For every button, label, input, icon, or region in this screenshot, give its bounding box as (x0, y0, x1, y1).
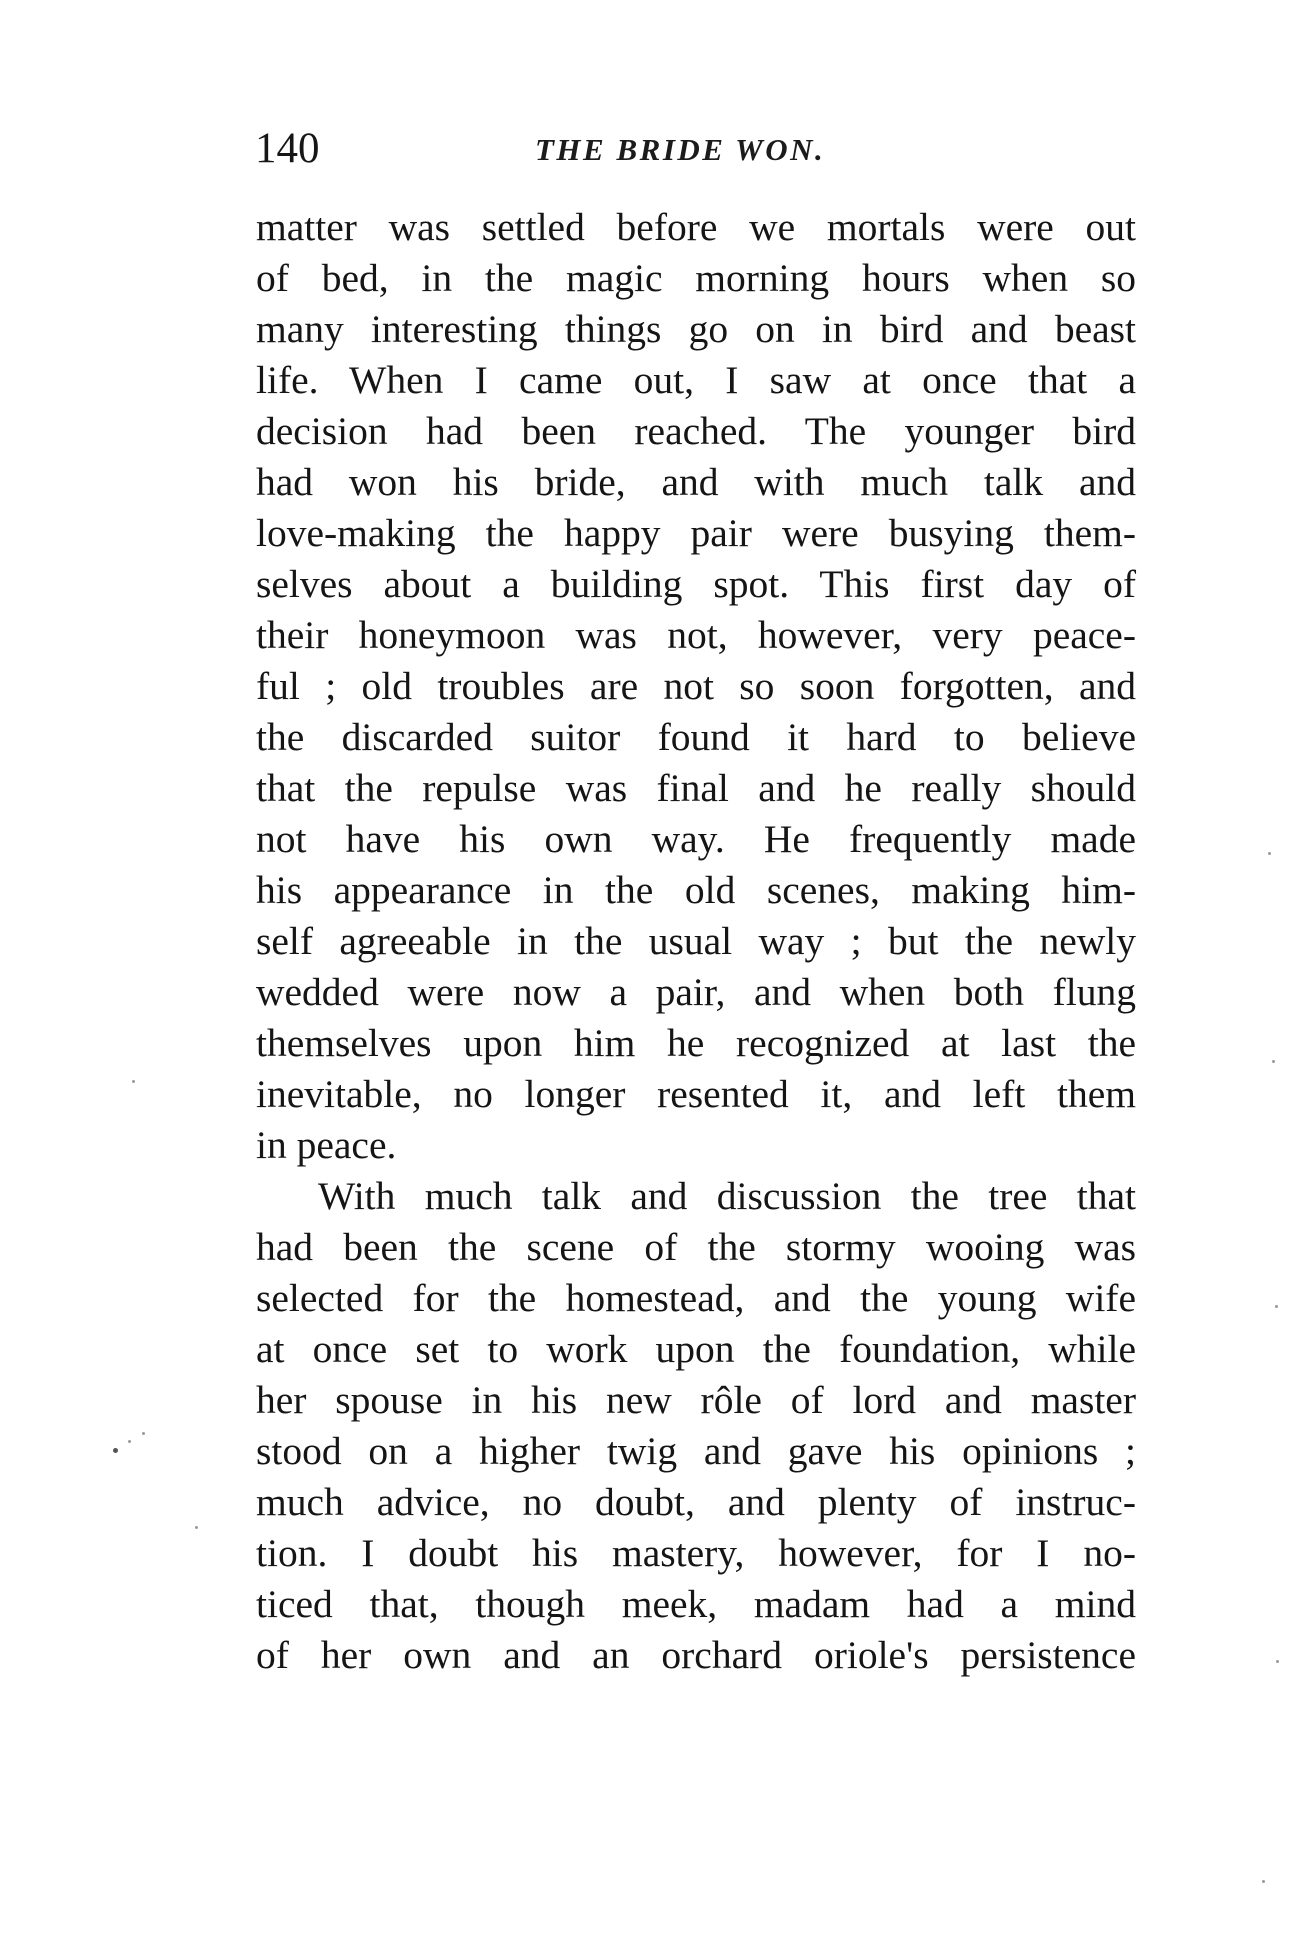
text-line: ful ; old troubles are not so soon forgotten, and (256, 664, 1136, 708)
paragraph-1 (256, 202, 1136, 1171)
page-number: 140 (255, 125, 320, 172)
text-line: of her own and an orchard oriole's persistence (256, 1633, 1136, 1677)
text-line: matter was settled before we mortals were out (256, 205, 1136, 249)
text-line: her spouse in his new rôle of lord and master (256, 1378, 1136, 1422)
scan-speck (1276, 1660, 1279, 1663)
scan-speck (1272, 1060, 1275, 1063)
running-title: THE BRIDE WON. (535, 132, 826, 167)
paragraph-2 (256, 1171, 1136, 1681)
text-line: life. When I came out, I saw at once that a (256, 358, 1136, 402)
text-line: many interesting things go on in bird and beast (256, 307, 1136, 351)
body-text (256, 202, 1136, 1681)
text-line: the discarded suitor found it hard to believe (256, 715, 1136, 759)
scan-speck (132, 1080, 135, 1083)
text-line: selves about a building spot. This first day of (256, 562, 1136, 606)
scan-speck (1268, 852, 1271, 855)
scan-speck (142, 1432, 145, 1435)
text-line: inevitable, no longer resented it, and left them (256, 1072, 1136, 1116)
scan-speck (1262, 1880, 1265, 1883)
scan-speck (195, 1526, 198, 1529)
text-line: his appearance in the old scenes, making him- (256, 868, 1136, 912)
text-line: decision had been reached. The younger bird (256, 409, 1136, 453)
text-line: their honeymoon was not, however, very peace- (256, 613, 1136, 657)
text-line: stood on a higher twig and gave his opinions ; (256, 1429, 1136, 1473)
text-line: self agreeable in the usual way ; but the newly (256, 919, 1136, 963)
text-line: of bed, in the magic morning hours when so (256, 256, 1136, 300)
text-line: at once set to work upon the foundation, while (256, 1327, 1136, 1371)
scan-speck (128, 1440, 131, 1443)
text-line: had been the scene of the stormy wooing was (256, 1225, 1136, 1269)
scan-speck (113, 1448, 118, 1453)
text-line: that the repulse was final and he really should (256, 766, 1136, 810)
text-line: selected for the homestead, and the young wife (256, 1276, 1136, 1320)
running-head (255, 124, 1135, 184)
scan-speck (1275, 1305, 1278, 1308)
text-line: love-making the happy pair were busying them- (256, 511, 1136, 555)
text-line: in peace. (256, 1123, 397, 1167)
text-line: tion. I doubt his mastery, however, for I no- (256, 1531, 1136, 1575)
text-line: much advice, no doubt, and plenty of instruc- (256, 1480, 1136, 1524)
text-line: not have his own way. He frequently made (256, 817, 1136, 861)
text-line: With much talk and discussion the tree that (318, 1174, 1136, 1218)
text-line: had won his bride, and with much talk and (256, 460, 1136, 504)
text-line: themselves upon him he recognized at last the (256, 1021, 1136, 1065)
text-line: ticed that, though meek, madam had a mind (256, 1582, 1136, 1626)
text-line: wedded were now a pair, and when both flung (256, 970, 1136, 1014)
